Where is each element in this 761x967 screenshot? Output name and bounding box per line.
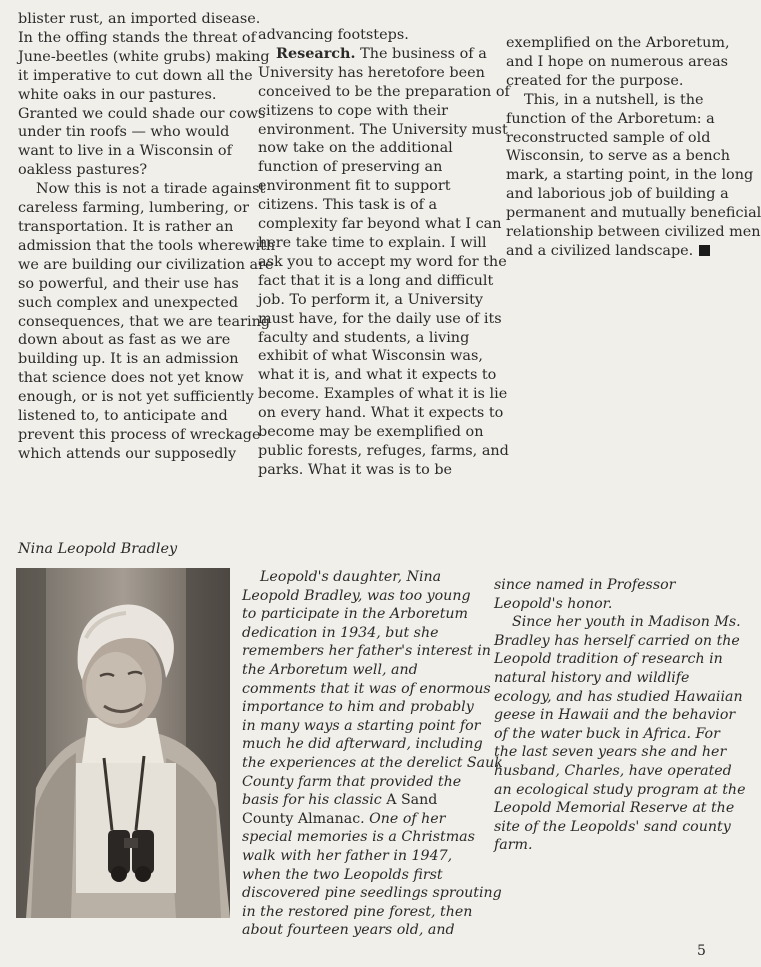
text-line: environment. The University must (258, 121, 508, 138)
text-line: discovered pine seedlings sprouting (242, 885, 502, 902)
text-line: to participate in the Arboretum (242, 606, 468, 623)
text-line: function of preserving an (258, 159, 443, 176)
column-4-biography (242, 568, 503, 940)
page-number: 5 (697, 943, 706, 959)
text-line: fact that it is a long and difficult (258, 272, 494, 289)
text-line: Wisconsin, to serve as a bench (506, 148, 730, 165)
text-line: June-beetles (white grubs) making (18, 48, 270, 65)
text-line: exhibit of what Wisconsin was, (258, 348, 483, 365)
text-line: job. To perform it, a University (258, 291, 484, 308)
text-line: Leopold's honor. (494, 595, 613, 612)
text-line: Granted we could shade our cows (18, 105, 266, 122)
text-line: citizens to cope with their (258, 102, 449, 119)
text-line: Leopold Memorial Reserve at the (494, 800, 735, 817)
text-line: it imperative to cut down all the (18, 67, 253, 84)
text-line: on every hand. What it expects to (258, 405, 504, 422)
text-line: citizens. This task is of a (258, 197, 438, 214)
text-line: listened to, to anticipate and (18, 408, 228, 425)
text-line: since named in Professor (494, 577, 676, 593)
text-line: University has heretofore been (258, 64, 485, 81)
portrait-illustration (16, 568, 230, 918)
text-line: public forests, refuges, farms, and (258, 442, 509, 459)
text-line: site of the Leopolds' sand county (494, 818, 731, 835)
text-line: so powerful, and their use has (18, 275, 239, 292)
text-line: the experiences at the derelict Sauk (242, 754, 503, 771)
text-line: mark, a starting point, in the long (506, 167, 754, 184)
text-line: admission that the tools wherewith (18, 237, 276, 254)
text-line: become. Examples of what it is lie (258, 386, 508, 403)
text-line: down about as fast as we are (18, 332, 231, 349)
text-line: relationship between civilized men (506, 224, 761, 241)
text-line: remembers her father's interest in (242, 643, 491, 660)
text-line (242, 791, 472, 810)
text-line: importance to him and probably (242, 699, 474, 716)
text-line: geese in Hawaii and the behavior (494, 707, 736, 724)
text-line: and I hope on numerous areas (506, 53, 729, 70)
text-line: enough, or is not yet sufficiently (18, 389, 254, 406)
text-line: walk with her father in 1947, (242, 847, 453, 864)
text-line: ecology, and has studied Hawaiian (494, 688, 743, 705)
text-line: under tin roofs — who would (18, 124, 230, 141)
text-line: dedication in 1934, but she (242, 624, 439, 641)
text-line: Now this is not a tirade against (36, 181, 266, 198)
column-1 (18, 10, 276, 464)
text-line: of the water buck in Africa. For (494, 725, 720, 742)
text-line: building up. It is an admission (18, 351, 239, 368)
text-line: when the two Leopolds first (242, 866, 443, 883)
text-line: Leopold tradition of research in (494, 651, 723, 668)
text-line: such complex and unexpected (18, 294, 239, 311)
text-line: in the restored pine forest, then (242, 903, 473, 920)
text-line (506, 242, 726, 261)
text-line: faculty and students, a living (258, 329, 470, 346)
text-line: become may be exemplified on (258, 424, 484, 441)
text-line: Since her youth in Madison Ms. (512, 614, 741, 631)
book-title: A Sand (386, 792, 438, 809)
text-line: now take on the additional (258, 140, 453, 157)
text-line: white oaks in our pastures. (18, 86, 217, 103)
book-title: County Almanac (242, 810, 361, 827)
text-line: blister rust, an imported disease. (18, 11, 261, 27)
text-line: here take time to explain. I will (258, 234, 487, 251)
text-fragment: basis for his classic (242, 792, 382, 809)
column-2 (258, 26, 510, 480)
text-line: Leopold's daughter, Nina (260, 569, 442, 585)
text-line: about fourteen years old, and (242, 922, 455, 939)
text-line (258, 45, 488, 64)
text-line: function of the Arboretum: a (506, 110, 715, 127)
text-line: permanent and mutually beneficial (506, 205, 761, 222)
text-fragment: The business of a (355, 45, 487, 62)
photo-caption: Nina Leopold Bradley (18, 541, 178, 557)
text-line: and laborious job of building a (506, 186, 729, 203)
text-line: that science does not yet know (18, 370, 244, 387)
text-line: ask you to accept my word for the (258, 253, 507, 270)
text-line: In the offing stands the threat of (18, 29, 256, 46)
text-line: prevent this process of wreckage (18, 426, 261, 443)
text-line: careless farming, lumbering, or (18, 200, 250, 217)
text-line: Bradley has herself carried on the (494, 632, 740, 649)
end-mark-square-icon (699, 245, 710, 256)
column-3 (506, 34, 761, 261)
text-fragment: and a civilized landscape. (506, 242, 694, 259)
text-line: transportation. It is rather an (18, 218, 234, 235)
text-line: natural history and wildlife (494, 669, 690, 686)
text-line: parks. What it was is to be (258, 461, 453, 478)
text-line: conceived to be the preparation of (258, 83, 510, 100)
text-line: we are building our civilization are (18, 256, 274, 273)
text-line: what it is, and what it expects to (258, 367, 497, 384)
section-heading-research: Research. (276, 44, 356, 62)
text-line: oakless pastures? (18, 162, 148, 179)
text-line: an ecological study program at the (494, 781, 746, 798)
text-line: created for the purpose. (506, 72, 684, 89)
text-line: much he did afterward, including (242, 736, 483, 753)
text-line: which attends our supposedly (18, 445, 237, 462)
text-line: This, in a nutshell, is the (524, 91, 704, 108)
text-line: consequences, that we are tearing (18, 313, 271, 330)
text-line: want to live in a Wisconsin of (18, 143, 232, 160)
text-line: special memories is a Christmas (242, 829, 475, 846)
text-line: farm. (494, 837, 533, 854)
portrait-photo (16, 568, 230, 918)
text-line: County farm that provided the (242, 773, 462, 790)
text-line: the last seven years she and her (494, 744, 727, 761)
text-line: environment fit to support (258, 178, 451, 195)
text-line: reconstructed sample of old (506, 129, 711, 146)
text-line (242, 810, 472, 829)
text-line: the Arboretum well, and (242, 661, 418, 678)
text-line: in many ways a starting point for (242, 717, 481, 734)
text-line: complexity far beyond what I can (258, 216, 502, 233)
text-line: comments that it was of enormous (242, 680, 491, 697)
column-5-biography (494, 576, 746, 855)
text-fragment: . One of her (360, 810, 446, 827)
text-line: advancing footsteps. (258, 27, 409, 43)
text-line: husband, Charles, have operated (494, 762, 732, 779)
text-line: Leopold Bradley, was too young (242, 587, 471, 604)
text-line: exemplified on the Arboretum, (506, 35, 730, 51)
text-line: must have, for the daily use of its (258, 310, 502, 327)
